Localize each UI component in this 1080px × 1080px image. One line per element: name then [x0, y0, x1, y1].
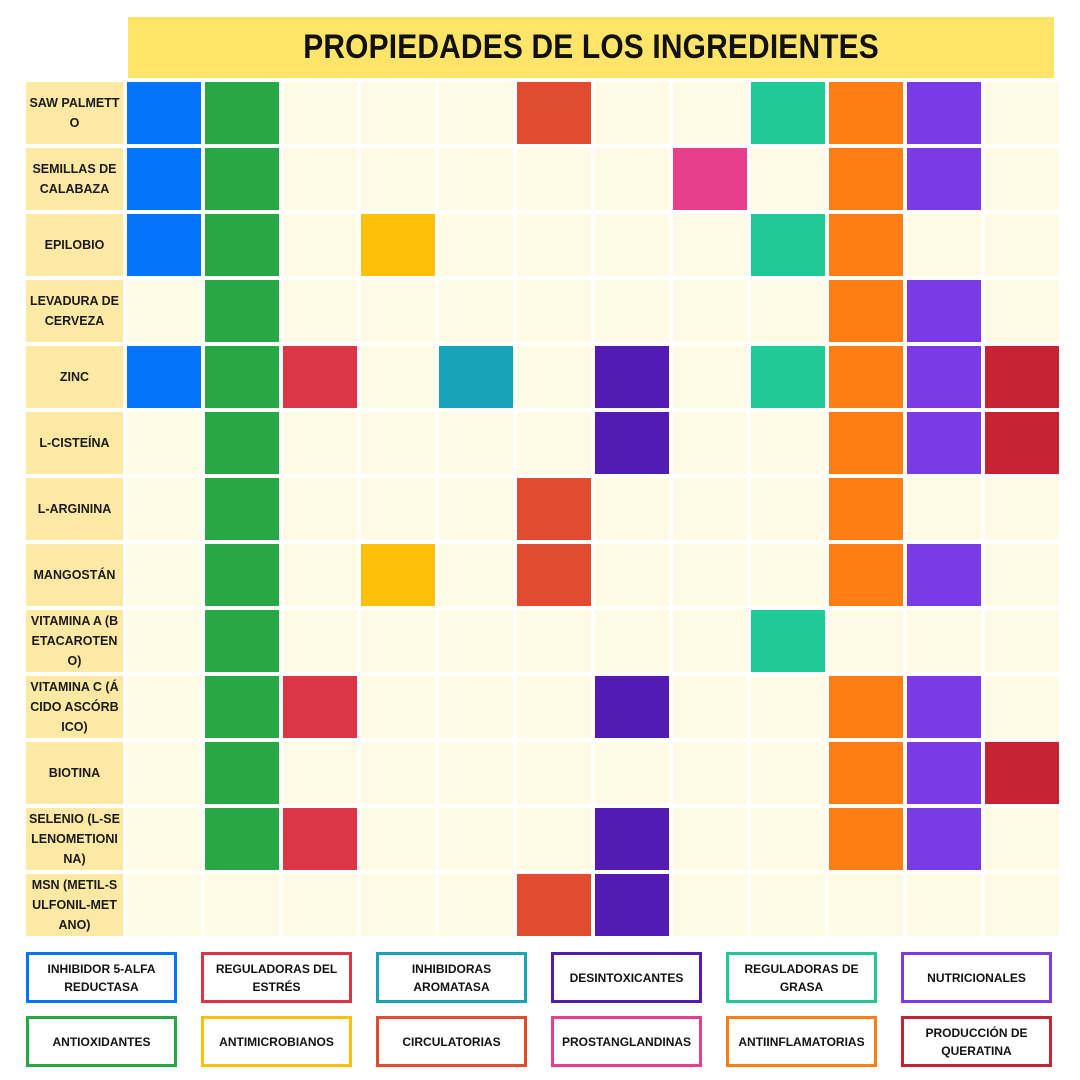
- empty-cell: [595, 742, 669, 804]
- empty-cell: [361, 478, 435, 540]
- property-cell-antioxidantes: [205, 676, 279, 738]
- empty-cell: [673, 214, 747, 276]
- property-cell-reguladoras_del_estres: [283, 808, 357, 870]
- empty-cell: [517, 676, 591, 738]
- empty-cell: [127, 610, 201, 672]
- property-cell-desintoxicantes: [595, 676, 669, 738]
- property-cell-antioxidantes: [205, 214, 279, 276]
- ingredient-label: MSN (METIL-SULFONIL-METANO): [26, 874, 123, 936]
- ingredient-label: MANGOSTÁN: [26, 544, 123, 606]
- property-cell-inhibidor_5_alfa_reductasa: [127, 346, 201, 408]
- legend-item-produccion_de_queratina: PRODUCCIÓN DE QUERATINA: [901, 1016, 1052, 1067]
- property-cell-inhibidoras_aromatasa: [439, 346, 513, 408]
- empty-cell: [751, 280, 825, 342]
- empty-cell: [283, 82, 357, 144]
- property-cell-produccion_de_queratina: [985, 742, 1059, 804]
- empty-cell: [517, 808, 591, 870]
- empty-cell: [595, 148, 669, 210]
- legend-item-antiinflamatorias: ANTIINFLAMATORIAS: [726, 1016, 877, 1067]
- empty-cell: [361, 610, 435, 672]
- empty-cell: [361, 82, 435, 144]
- property-cell-reguladoras_de_grasa: [751, 346, 825, 408]
- ingredient-label: VITAMINA A (BETACAROTENO): [26, 610, 123, 672]
- empty-cell: [283, 280, 357, 342]
- empty-cell: [517, 148, 591, 210]
- empty-cell: [673, 412, 747, 474]
- empty-cell: [283, 148, 357, 210]
- property-cell-nutricionales: [907, 676, 981, 738]
- property-cell-antioxidantes: [205, 544, 279, 606]
- property-cell-inhibidor_5_alfa_reductasa: [127, 214, 201, 276]
- empty-cell: [517, 412, 591, 474]
- empty-cell: [907, 874, 981, 936]
- property-cell-antiinflamatorias: [829, 148, 903, 210]
- legend-item-antioxidantes: ANTIOXIDANTES: [26, 1016, 177, 1067]
- empty-cell: [361, 874, 435, 936]
- ingredient-property-matrix: [26, 82, 1054, 938]
- property-cell-produccion_de_queratina: [985, 346, 1059, 408]
- empty-cell: [127, 280, 201, 342]
- empty-cell: [673, 610, 747, 672]
- property-cell-antiinflamatorias: [829, 478, 903, 540]
- empty-cell: [595, 280, 669, 342]
- empty-cell: [517, 280, 591, 342]
- property-cell-inhibidor_5_alfa_reductasa: [127, 148, 201, 210]
- property-cell-desintoxicantes: [595, 346, 669, 408]
- empty-cell: [907, 478, 981, 540]
- ingredient-label: L-CISTEÍNA: [26, 412, 123, 474]
- empty-cell: [517, 214, 591, 276]
- property-cell-antiinflamatorias: [829, 544, 903, 606]
- ingredient-label: VITAMINA C (ÁCIDO ASCÓRBICO): [26, 676, 123, 738]
- ingredient-label: BIOTINA: [26, 742, 123, 804]
- empty-cell: [751, 412, 825, 474]
- empty-cell: [439, 544, 513, 606]
- property-cell-nutricionales: [907, 82, 981, 144]
- ingredient-label: L-ARGININA: [26, 478, 123, 540]
- empty-cell: [283, 742, 357, 804]
- empty-cell: [673, 346, 747, 408]
- property-cell-nutricionales: [907, 412, 981, 474]
- property-cell-antioxidantes: [205, 148, 279, 210]
- empty-cell: [205, 874, 279, 936]
- property-cell-antiinflamatorias: [829, 346, 903, 408]
- property-cell-prostanglandinas: [673, 148, 747, 210]
- empty-cell: [361, 346, 435, 408]
- empty-cell: [673, 280, 747, 342]
- empty-cell: [985, 874, 1059, 936]
- property-cell-circulatorias: [517, 478, 591, 540]
- empty-cell: [985, 478, 1059, 540]
- legend-item-nutricionales: NUTRICIONALES: [901, 952, 1052, 1003]
- property-cell-antiinflamatorias: [829, 808, 903, 870]
- empty-cell: [283, 412, 357, 474]
- empty-cell: [361, 742, 435, 804]
- empty-cell: [907, 610, 981, 672]
- empty-cell: [751, 148, 825, 210]
- property-cell-nutricionales: [907, 346, 981, 408]
- empty-cell: [127, 676, 201, 738]
- empty-cell: [673, 874, 747, 936]
- empty-cell: [439, 610, 513, 672]
- empty-cell: [361, 676, 435, 738]
- ingredient-label: EPILOBIO: [26, 214, 123, 276]
- legend-item-circulatorias: CIRCULATORIAS: [376, 1016, 527, 1067]
- empty-cell: [439, 478, 513, 540]
- property-cell-inhibidor_5_alfa_reductasa: [127, 82, 201, 144]
- empty-cell: [361, 280, 435, 342]
- empty-cell: [439, 148, 513, 210]
- empty-cell: [439, 280, 513, 342]
- empty-cell: [673, 808, 747, 870]
- property-cell-antioxidantes: [205, 280, 279, 342]
- property-cell-antiinflamatorias: [829, 412, 903, 474]
- empty-cell: [829, 874, 903, 936]
- property-cell-antioxidantes: [205, 808, 279, 870]
- empty-cell: [517, 610, 591, 672]
- empty-cell: [595, 214, 669, 276]
- empty-cell: [985, 610, 1059, 672]
- empty-cell: [673, 544, 747, 606]
- property-cell-antioxidantes: [205, 478, 279, 540]
- legend: [26, 952, 1054, 1068]
- legend-item-desintoxicantes: DESINTOXICANTES: [551, 952, 702, 1003]
- property-cell-antimicrobianos: [361, 544, 435, 606]
- empty-cell: [283, 478, 357, 540]
- empty-cell: [985, 544, 1059, 606]
- legend-item-inhibidoras_aromatasa: INHIBIDORAS AROMATASA: [376, 952, 527, 1003]
- property-cell-reguladoras_de_grasa: [751, 82, 825, 144]
- empty-cell: [985, 808, 1059, 870]
- empty-cell: [439, 742, 513, 804]
- empty-cell: [595, 610, 669, 672]
- empty-cell: [361, 148, 435, 210]
- empty-cell: [283, 874, 357, 936]
- empty-cell: [283, 544, 357, 606]
- empty-cell: [517, 346, 591, 408]
- empty-cell: [907, 214, 981, 276]
- property-cell-antiinflamatorias: [829, 280, 903, 342]
- property-cell-circulatorias: [517, 874, 591, 936]
- empty-cell: [127, 742, 201, 804]
- empty-cell: [751, 676, 825, 738]
- property-cell-nutricionales: [907, 148, 981, 210]
- empty-cell: [751, 742, 825, 804]
- empty-cell: [595, 544, 669, 606]
- property-cell-reguladoras_de_grasa: [751, 610, 825, 672]
- property-cell-reguladoras_de_grasa: [751, 214, 825, 276]
- property-cell-antiinflamatorias: [829, 742, 903, 804]
- empty-cell: [985, 148, 1059, 210]
- empty-cell: [751, 874, 825, 936]
- empty-cell: [361, 412, 435, 474]
- property-cell-antioxidantes: [205, 346, 279, 408]
- empty-cell: [751, 544, 825, 606]
- empty-cell: [673, 82, 747, 144]
- empty-cell: [595, 82, 669, 144]
- empty-cell: [751, 808, 825, 870]
- empty-cell: [127, 874, 201, 936]
- legend-item-prostanglandinas: PROSTANGLANDINAS: [551, 1016, 702, 1067]
- ingredient-label: LEVADURA DE CERVEZA: [26, 280, 123, 342]
- empty-cell: [439, 676, 513, 738]
- empty-cell: [439, 808, 513, 870]
- empty-cell: [829, 610, 903, 672]
- empty-cell: [361, 808, 435, 870]
- empty-cell: [985, 214, 1059, 276]
- property-cell-circulatorias: [517, 82, 591, 144]
- property-cell-desintoxicantes: [595, 412, 669, 474]
- property-cell-reguladoras_del_estres: [283, 676, 357, 738]
- property-cell-antioxidantes: [205, 412, 279, 474]
- property-cell-produccion_de_queratina: [985, 412, 1059, 474]
- empty-cell: [751, 478, 825, 540]
- empty-cell: [517, 742, 591, 804]
- empty-cell: [283, 214, 357, 276]
- property-cell-antioxidantes: [205, 610, 279, 672]
- legend-item-reguladoras_de_grasa: REGULADORAS DE GRASA: [726, 952, 877, 1003]
- empty-cell: [439, 214, 513, 276]
- property-cell-nutricionales: [907, 742, 981, 804]
- property-cell-antioxidantes: [205, 82, 279, 144]
- title-banner: [128, 17, 1054, 78]
- empty-cell: [439, 874, 513, 936]
- empty-cell: [283, 610, 357, 672]
- property-cell-circulatorias: [517, 544, 591, 606]
- property-cell-nutricionales: [907, 544, 981, 606]
- property-cell-desintoxicantes: [595, 874, 669, 936]
- page-title: PROPIEDADES DE LOS INGREDIENTES: [303, 28, 879, 66]
- property-cell-nutricionales: [907, 808, 981, 870]
- property-cell-desintoxicantes: [595, 808, 669, 870]
- empty-cell: [127, 808, 201, 870]
- empty-cell: [595, 478, 669, 540]
- empty-cell: [127, 544, 201, 606]
- empty-cell: [985, 676, 1059, 738]
- property-cell-antiinflamatorias: [829, 676, 903, 738]
- empty-cell: [985, 280, 1059, 342]
- property-cell-antimicrobianos: [361, 214, 435, 276]
- empty-cell: [439, 82, 513, 144]
- legend-item-reguladoras_del_estres: REGULADORAS DEL ESTRÉS: [201, 952, 352, 1003]
- property-cell-antiinflamatorias: [829, 214, 903, 276]
- empty-cell: [127, 478, 201, 540]
- legend-item-antimicrobianos: ANTIMICROBIANOS: [201, 1016, 352, 1067]
- empty-cell: [985, 82, 1059, 144]
- ingredient-label: SELENIO (L-SELENOMETIONINA): [26, 808, 123, 870]
- legend-item-inhibidor_5_alfa_reductasa: INHIBIDOR 5-ALFA REDUCTASA: [26, 952, 177, 1003]
- empty-cell: [439, 412, 513, 474]
- property-cell-antiinflamatorias: [829, 82, 903, 144]
- property-cell-reguladoras_del_estres: [283, 346, 357, 408]
- property-cell-nutricionales: [907, 280, 981, 342]
- ingredient-label: SAW PALMETTO: [26, 82, 123, 144]
- property-cell-antioxidantes: [205, 742, 279, 804]
- empty-cell: [673, 676, 747, 738]
- empty-cell: [673, 478, 747, 540]
- ingredient-label: SEMILLAS DE CALABAZA: [26, 148, 123, 210]
- empty-cell: [673, 742, 747, 804]
- ingredient-label: ZINC: [26, 346, 123, 408]
- empty-cell: [127, 412, 201, 474]
